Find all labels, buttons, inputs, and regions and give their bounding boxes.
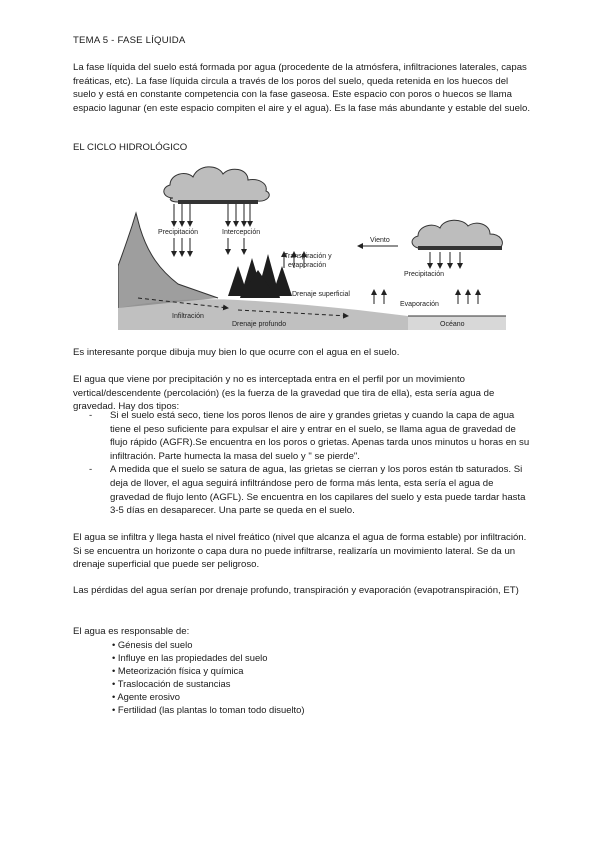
paragraph-losses: Las pérdidas del agua serían por drenaje profundo, transpiración y evaporación (evapotranspiración, ET) <box>73 585 519 596</box>
label-ocean: Océano <box>440 321 465 328</box>
label-deep-drainage: Drenaje profundo <box>232 321 287 328</box>
label-precipitation-left: Precipitación <box>158 229 199 236</box>
document-title: TEMA 5 - FASE LÍQUIDA <box>73 35 186 46</box>
list-item: • Influye en las propiedades del suelo <box>112 652 268 664</box>
list-item: • Agente erosivo <box>112 691 180 703</box>
section-heading: EL CICLO HIDROLÓGICO <box>73 142 188 153</box>
label-transpiration: Transpiración y <box>284 253 332 260</box>
right-cloud <box>412 220 502 250</box>
paragraph-responsible: El agua es responsable de: <box>73 626 190 637</box>
list-item: - A medida que el suelo se satura de agua, las grietas se cierran y los poros están tb saturados. Si deja de llover, el agua seguirá infiltrándose pero de forma más lenta, esta sería el agua de gravedad de flujo lento (AGFL). Se encuentra en los capilares del suelo y esta puede tardar hasta 3-5 días en desaparecer. Una parte se queda en el suelo. <box>89 464 526 517</box>
list-item: • Fertilidad (las plantas lo toman todo disuelto) <box>112 704 305 716</box>
precipitation-arrows-right <box>430 252 460 268</box>
intro-paragraph: La fase líquida del suelo está formada por agua (procedente de la atmósfera, infiltraciones laterales, capas freáticas, etc). La fase líquida circula a través de los poros del suelo, queda retenida en los huecos del suelo y está en constante competencia con la fase gaseosa. Este espacio con poros o huecos se llama espacio lagunar (en este espacio compiten el aire y el agua). Es la fase más abundante y estable del suelo. <box>73 62 531 114</box>
label-infiltration: Infiltración <box>172 313 204 320</box>
label-transpiration-2: evaporación <box>288 262 327 269</box>
hydrologic-cycle-diagram <box>118 158 506 330</box>
list-item: • Traslocación de sustancias <box>112 678 231 690</box>
paragraph-gravity: El agua que viene por precipitación y no es interceptada entra en el perfil por un movimiento vertical/descendente (percolación) (es la fuerza de la gravedad que tira de ella), esta sería agua de gravedad. Hay dos tipos: <box>73 374 495 413</box>
responsible-list <box>112 638 512 717</box>
list-item: • Meteorización física y química <box>112 665 244 677</box>
left-cloud <box>164 167 269 204</box>
list-item: - Si el suelo está seco, tiene los poros llenos de aire y grandes grietas y cuando la capa de agua tiene el peso suficiente para expulsar el aire y entrar en el suelo, se llama agua de gravedad de flujo rápido (AGFR).Se encuentra en los poros o grietas. Apenas tarda unos minutos u horas en su infiltración. Parte humecta la masa del suelo y " se pierde". <box>89 410 530 462</box>
label-wind: Viento <box>370 237 390 244</box>
label-interception: Intercepción <box>222 229 261 236</box>
list-item: • Génesis del suelo <box>112 639 193 650</box>
label-evaporation: Evaporación <box>400 301 439 308</box>
left-mountain <box>118 213 218 308</box>
label-precipitation-right: Precipitación <box>404 271 445 278</box>
gravity-types-list <box>73 409 533 518</box>
label-surface-drainage: Drenaje superficial <box>292 291 350 298</box>
paragraph-interesting: Es interesante porque dibuja muy bien lo que ocurre con el agua en el suelo. <box>73 347 400 358</box>
paragraph-infiltration: El agua se infiltra y llega hasta el nivel freático (nivel que alcanza el agua de forma estable) por infiltración. Si se encuentra un horizonte o capa dura no puede infiltrarse, realizaría un movimiento lateral. Se da un drenaje superficial que puede ser peligroso. <box>73 532 527 571</box>
forest-trees <box>228 254 292 298</box>
